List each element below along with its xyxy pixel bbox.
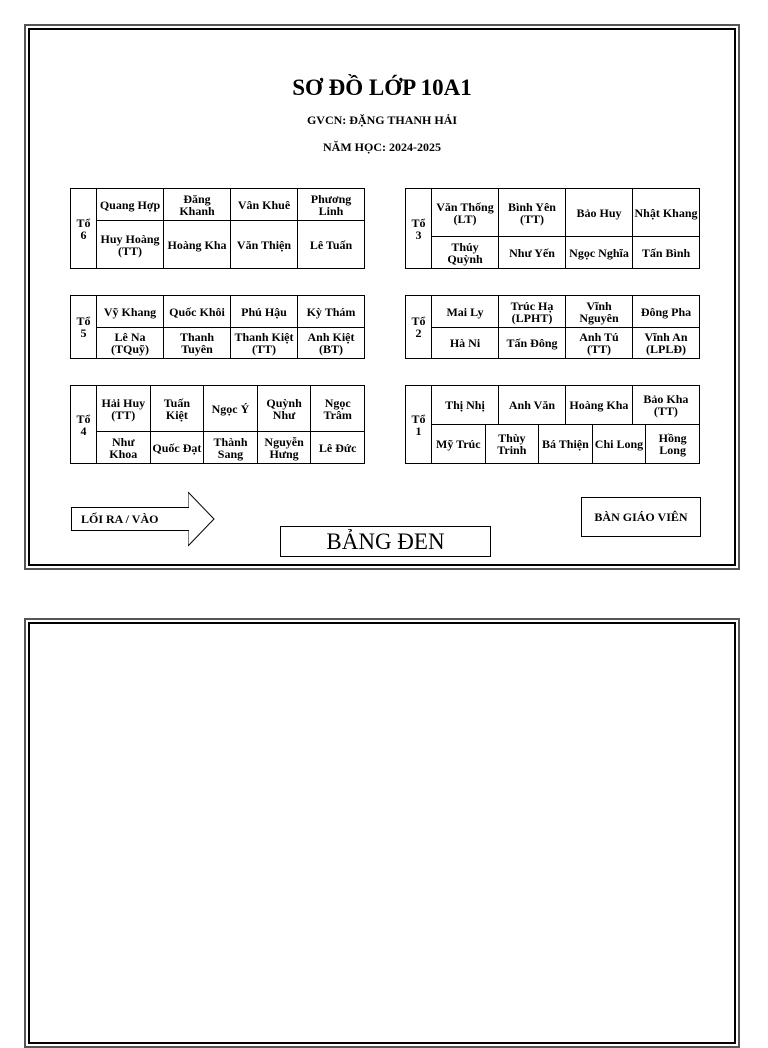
seat: Quốc Khôi <box>164 296 231 328</box>
seat: Hoàng Kha <box>565 386 632 425</box>
seat: Phương Linh <box>298 189 365 221</box>
seat: Tấn Bình <box>633 237 700 269</box>
seat: Kỳ Thám <box>298 296 365 328</box>
seat: Phú Hậu <box>231 296 298 328</box>
school-year: NĂM HỌC: 2024-2025 <box>323 140 441 154</box>
seat: Quốc Đạt <box>150 432 204 464</box>
seat: Tuấn Kiệt <box>150 386 204 432</box>
group-label: Tổ 3 <box>406 189 432 269</box>
seat: Đông Pha <box>633 296 700 328</box>
seat: Văn Thiện <box>231 221 298 269</box>
seat: Tấn Đông <box>499 328 566 359</box>
seat: Anh Kiệt (BT) <box>298 328 365 359</box>
seat: Ngọc Ý <box>204 386 258 432</box>
seat: Đăng Khanh <box>164 189 231 221</box>
seat: Hoàng Kha <box>164 221 231 269</box>
seat: Vĩnh Nguyên <box>566 296 633 328</box>
group-6-seats <box>70 188 365 269</box>
seat: Như Yến <box>499 237 566 269</box>
seat: Anh Văn <box>498 386 565 425</box>
group-label: Tổ 1 <box>406 386 432 464</box>
seat: Bảo Huy <box>566 189 633 237</box>
seat: Bá Thiện <box>539 425 593 464</box>
seat: Lê Tuấn <box>298 221 365 269</box>
group-3-seats <box>405 188 700 269</box>
seat: Nhật Khang <box>633 189 700 237</box>
seat: Quỳnh Như <box>257 386 311 432</box>
seat: Hải Huy (TT) <box>97 386 151 432</box>
seat: Hồng Long <box>646 425 700 464</box>
seat: Ngọc Nghĩa <box>566 237 633 269</box>
seat: Mai Ly <box>432 296 499 328</box>
seat: Thanh Kiệt (TT) <box>231 328 298 359</box>
seat: Thành Sang <box>204 432 258 464</box>
homeroom-teacher: GVCN: ĐẶNG THANH HẢI <box>306 113 458 127</box>
group-5-seats <box>70 295 365 359</box>
page-title: SƠ ĐỒ LỚP 10A1 <box>292 75 472 100</box>
page-2 <box>24 618 740 1048</box>
seat: Như Khoa <box>97 432 151 464</box>
group-label: Tổ 6 <box>71 189 97 269</box>
seat: Mỹ Trúc <box>432 425 486 464</box>
group-label: Tổ 2 <box>406 296 432 359</box>
seat: Thị Nhị <box>432 386 499 425</box>
seat: Bảo Kha (TT) <box>632 386 699 425</box>
seat: Bình Yên (TT) <box>499 189 566 237</box>
teacher-desk: BÀN GIÁO VIÊN <box>581 497 701 537</box>
group-label: Tổ 5 <box>71 296 97 359</box>
page-1 <box>24 24 740 570</box>
seat: Vĩnh An (LPLĐ) <box>633 328 700 359</box>
group-2-seats <box>405 295 700 359</box>
seat: Nguyễn Hưng <box>257 432 311 464</box>
seat: Quang Hợp <box>97 189 164 221</box>
seat: Lê Na (TQuỹ) <box>97 328 164 359</box>
group-1-seats <box>405 385 700 464</box>
group-label: Tổ 4 <box>71 386 97 464</box>
seat: Anh Tú (TT) <box>566 328 633 359</box>
seat: Trúc Hạ (LPHT) <box>499 296 566 328</box>
seat: Vỹ Khang <box>97 296 164 328</box>
seat: Lê Đức <box>311 432 365 464</box>
seat: Thanh Tuyên <box>164 328 231 359</box>
seat: Thúy Quỳnh <box>432 237 499 269</box>
seat: Ngọc Trâm <box>311 386 365 432</box>
seat: Hà Ni <box>432 328 499 359</box>
seat: Chi Long <box>592 425 646 464</box>
exit-sign: LỐI RA / VÀO <box>71 507 189 531</box>
seat: Thùy Trinh <box>485 425 539 464</box>
seat: Vân Khuê <box>231 189 298 221</box>
group-4-seats <box>70 385 365 464</box>
blackboard: BẢNG ĐEN <box>280 526 491 557</box>
seat: Văn Thống (LT) <box>432 189 499 237</box>
exit-arrow-icon <box>188 492 216 548</box>
seat: Huy Hoàng (TT) <box>97 221 164 269</box>
